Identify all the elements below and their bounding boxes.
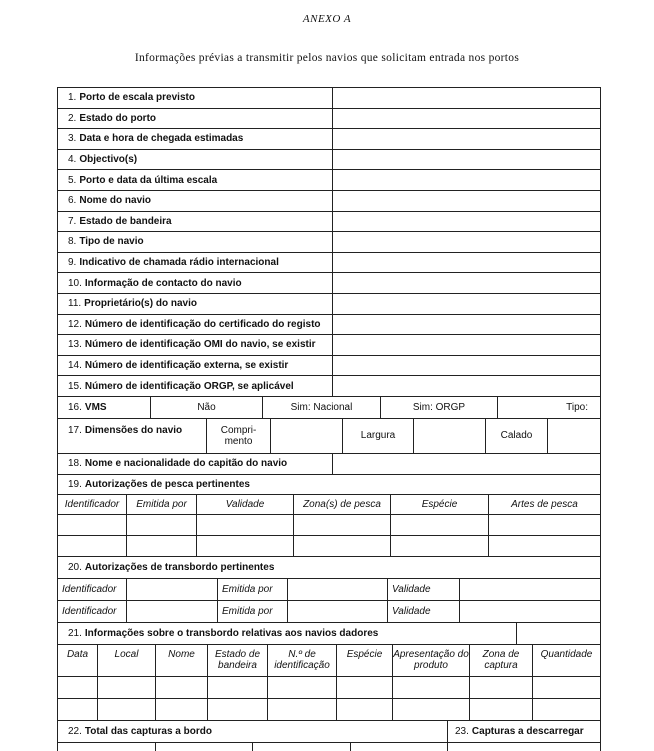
fishing-auth-heading: 19. Autorizações de pesca pertinentes	[68, 478, 250, 490]
field-value-cell[interactable]	[332, 273, 600, 293]
table-cell[interactable]	[58, 677, 97, 698]
field-row	[58, 315, 600, 336]
col-species: Espécie	[390, 495, 488, 514]
donor-info-heading-row	[58, 623, 600, 645]
field-label: 13. Número de identificação OMI do navio, se existir	[68, 339, 316, 351]
vms-option-national[interactable]: Sim: Nacional	[262, 397, 380, 418]
transship-issued-by-label: Emitida por	[217, 579, 287, 600]
table-cell[interactable]	[532, 677, 600, 698]
total-catch-on-board-label: 22. Total das capturas a bordo	[68, 725, 212, 737]
table-cell[interactable]	[97, 677, 155, 698]
table-cell[interactable]	[126, 601, 217, 622]
transship-auth-row	[58, 601, 600, 623]
table-cell[interactable]	[336, 677, 392, 698]
donor-info-header-row	[58, 645, 600, 677]
totals-row	[58, 721, 600, 743]
col-identification-number: N.º de identificação	[267, 645, 336, 676]
donor-info-extra-cell[interactable]	[516, 623, 600, 644]
transship-auth-heading-row	[58, 557, 600, 579]
table-cell[interactable]	[155, 743, 252, 751]
field-value-cell[interactable]	[332, 294, 600, 314]
field-row	[58, 253, 600, 274]
transship-auth-row	[58, 579, 600, 601]
field-row	[58, 212, 600, 233]
annex-heading: ANEXO A	[302, 13, 352, 25]
field-label: 15. Número de identificação ORGP, se aplicável	[68, 380, 294, 392]
col-place: Local	[97, 645, 155, 676]
vms-label: 16. VMS	[68, 401, 107, 413]
dimensions-length-value[interactable]	[270, 419, 342, 453]
col-validity: Validade	[196, 495, 293, 514]
col-species: Espécie	[336, 645, 392, 676]
dimensions-width-label: Largura	[342, 419, 413, 453]
fishing-auth-header-row	[58, 495, 600, 515]
col-issued-by: Emitida por	[126, 495, 196, 514]
transship-identifier-label: Identificador	[62, 605, 117, 617]
table-cell[interactable]	[459, 579, 600, 600]
table-cell[interactable]	[155, 677, 207, 698]
table-cell[interactable]	[469, 677, 532, 698]
captain-value-cell[interactable]	[332, 454, 600, 474]
table-cell[interactable]	[58, 515, 126, 535]
field-label: 1. Porto de escala previsto	[68, 92, 195, 104]
field-label: 9. Indicativo de chamada rádio internacional	[68, 257, 279, 269]
field-label: 6. Nome do navio	[68, 195, 152, 207]
table-cell[interactable]	[207, 677, 267, 698]
dimensions-length-label: Compri- mento	[206, 419, 270, 453]
field-value-cell[interactable]	[332, 315, 600, 335]
col-identifier: Identificador	[64, 498, 120, 510]
table-cell[interactable]	[488, 536, 600, 556]
field-label: 14. Número de identificação externa, se existir	[68, 360, 289, 372]
col-fishing-zones: Zona(s) de pesca	[293, 495, 390, 514]
col-name: Nome	[155, 645, 207, 676]
table-cell[interactable]	[267, 699, 336, 720]
field-row	[58, 356, 600, 377]
field-row	[58, 150, 600, 171]
table-cell[interactable]	[58, 536, 126, 556]
table-cell[interactable]	[392, 677, 469, 698]
table-cell[interactable]	[390, 536, 488, 556]
col-date: Data	[66, 648, 89, 660]
transship-auth-heading: 20. Autorizações de transbordo pertinentes	[68, 561, 275, 573]
table-cell[interactable]	[287, 579, 387, 600]
dimensions-draft-label: Calado	[485, 419, 547, 453]
field-row	[58, 232, 600, 253]
field-row	[58, 109, 600, 130]
vms-option-orgp[interactable]: Sim: ORGP	[380, 397, 497, 418]
table-cell[interactable]	[196, 536, 293, 556]
field-label: 7. Estado de bandeira	[68, 215, 172, 227]
field-row	[58, 273, 600, 294]
table-cell[interactable]	[287, 601, 387, 622]
col-flag-state: Estado de bandeira	[207, 645, 267, 676]
col-fishing-gear: Artes de pesca	[488, 495, 600, 514]
field-label: 4. Objectivo(s)	[68, 154, 138, 166]
transship-validity-label: Validade	[387, 579, 459, 600]
col-product-presentation: Apresentação do produto	[392, 645, 469, 676]
captain-label: 18. Nome e nacionalidade do capitão do navio	[68, 458, 288, 470]
field-value-cell[interactable]	[332, 109, 600, 129]
table-cell[interactable]	[207, 699, 267, 720]
table-cell[interactable]	[97, 699, 155, 720]
col-quantity: Quantidade	[532, 645, 600, 676]
field-value-cell[interactable]	[332, 335, 600, 355]
table-cell[interactable]	[252, 743, 350, 751]
field-row	[58, 170, 600, 191]
col-catch-zone: Zona de captura	[469, 645, 532, 676]
field-value-cell[interactable]	[332, 356, 600, 376]
field-label: 5. Porto e data da última escala	[68, 174, 218, 186]
transship-validity-label: Validade	[387, 601, 459, 622]
table-cell[interactable]	[293, 515, 390, 535]
transship-issued-by-label: Emitida por	[217, 601, 287, 622]
document-title: Informações prévias a transmitir pelos navios que solicitam entrada nos portos	[134, 52, 520, 64]
field-value-cell[interactable]	[332, 88, 600, 108]
totals-data-row	[58, 743, 600, 751]
table-cell[interactable]	[126, 536, 196, 556]
donor-info-heading: 21. Informações sobre o transbordo relativas aos navios dadores	[68, 627, 379, 639]
field-label: 10. Informação de contacto do navio	[68, 277, 242, 289]
field-row	[58, 191, 600, 212]
fishing-auth-data-row	[58, 536, 600, 557]
table-cell[interactable]	[459, 601, 600, 622]
field-value-cell[interactable]	[332, 129, 600, 149]
field-row	[58, 335, 600, 356]
captain-row	[58, 454, 600, 475]
fishing-auth-heading-row	[58, 475, 600, 495]
field-label: 2. Estado do porto	[68, 112, 157, 124]
vms-type[interactable]: Tipo:	[497, 397, 600, 418]
fishing-auth-data-row	[58, 515, 600, 536]
port-entry-form	[57, 87, 601, 751]
table-cell[interactable]	[58, 743, 155, 751]
field-label: 8. Tipo de navio	[68, 236, 144, 248]
table-cell[interactable]	[532, 699, 600, 720]
table-cell[interactable]	[267, 677, 336, 698]
field-value-cell[interactable]	[332, 212, 600, 232]
donor-info-data-row	[58, 677, 600, 699]
field-label: 11. Proprietário(s) do navio	[68, 298, 197, 310]
table-cell[interactable]	[390, 515, 488, 535]
field-row	[58, 88, 600, 109]
table-cell[interactable]	[155, 699, 207, 720]
table-cell[interactable]	[126, 579, 217, 600]
table-cell[interactable]	[447, 743, 600, 751]
simple-fields	[58, 88, 600, 397]
field-row	[58, 294, 600, 315]
field-value-cell[interactable]	[332, 170, 600, 190]
catch-to-unload-label: 23. Capturas a descarregar	[447, 721, 600, 742]
table-cell[interactable]	[58, 699, 97, 720]
field-label: 3. Data e hora de chegada estimadas	[68, 133, 244, 145]
field-row	[58, 129, 600, 150]
donor-info-data-row	[58, 699, 600, 721]
dimensions-draft-value[interactable]	[547, 419, 600, 453]
field-row	[58, 376, 600, 397]
table-cell[interactable]	[392, 699, 469, 720]
transship-identifier-label: Identificador	[62, 583, 117, 595]
table-cell[interactable]	[350, 743, 447, 751]
table-cell[interactable]	[293, 536, 390, 556]
vms-row	[58, 397, 600, 419]
dimensions-width-value[interactable]	[413, 419, 485, 453]
dimensions-row	[58, 419, 600, 454]
field-value-cell[interactable]	[332, 232, 600, 252]
field-value-cell[interactable]	[332, 376, 600, 396]
field-value-cell[interactable]	[332, 253, 600, 273]
field-value-cell[interactable]	[332, 191, 600, 211]
field-label: 12. Número de identificação do certificado do registo	[68, 318, 321, 330]
table-cell[interactable]	[196, 515, 293, 535]
table-cell[interactable]	[336, 699, 392, 720]
field-value-cell[interactable]	[332, 150, 600, 170]
table-cell[interactable]	[126, 515, 196, 535]
vms-option-no[interactable]: Não	[150, 397, 262, 418]
table-cell[interactable]	[488, 515, 600, 535]
table-cell[interactable]	[469, 699, 532, 720]
dimensions-label: 17. Dimensões do navio	[68, 424, 183, 436]
